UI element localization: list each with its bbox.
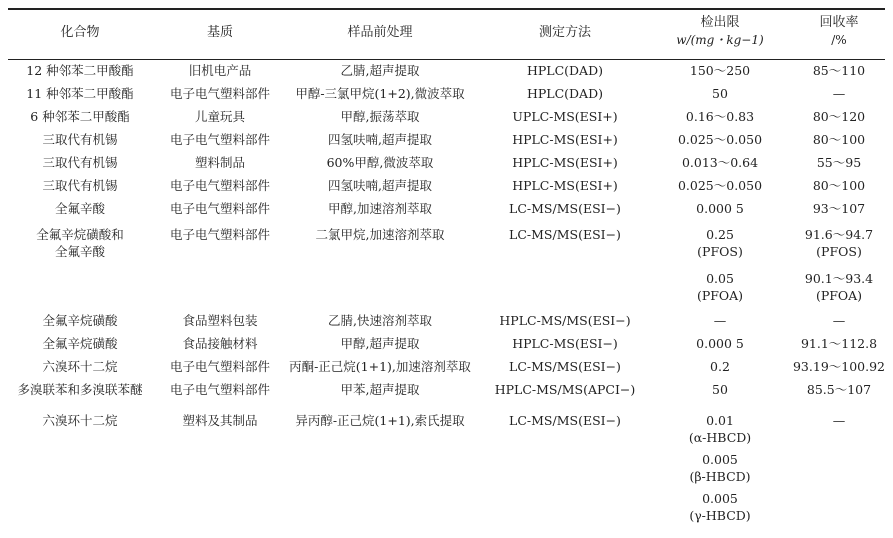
cell-recovery: 91.6～94.7 bbox=[804, 227, 874, 242]
cell-matrix: 塑料制品 bbox=[194, 155, 245, 170]
cell-recovery: 93.19～100.92 bbox=[792, 359, 886, 374]
cell-lod: (γ-HBCD) bbox=[689, 508, 751, 523]
cell-compound: 多溴联苯和多溴联苯醚 bbox=[17, 382, 143, 397]
cell-recovery: 80～100 bbox=[812, 178, 866, 193]
cell-matrix: 电子电气塑料部件 bbox=[169, 227, 270, 242]
header-recovery: 回收率 bbox=[819, 15, 859, 30]
cell-recovery: 93～107 bbox=[812, 201, 866, 216]
cell-matrix: 塑料及其制品 bbox=[182, 413, 258, 428]
cell-pretreatment: 二氯甲烷,加速溶剂萃取 bbox=[315, 227, 445, 242]
cell-method: UPLC-MS(ESI+) bbox=[512, 109, 618, 124]
cell-recovery: 91.1～112.8 bbox=[800, 336, 878, 351]
cell-recovery: 80～120 bbox=[812, 109, 866, 124]
cell-lod: 0.2 bbox=[710, 359, 730, 374]
cell-matrix: 电子电气塑料部件 bbox=[169, 359, 270, 374]
cell-method: HPLC(DAD) bbox=[526, 86, 603, 101]
cell-method: HPLC-MS(ESI+) bbox=[512, 155, 618, 170]
cell-pretreatment: 甲苯,超声提取 bbox=[340, 382, 420, 397]
cell-lod: 0.05 bbox=[706, 271, 734, 286]
cell-lod: 0.025～0.050 bbox=[677, 178, 763, 193]
cell-compound: 6 种邻苯二甲酸酯 bbox=[30, 109, 130, 124]
cell-method: HPLC(DAD) bbox=[526, 63, 603, 78]
cell-pretreatment: 60%甲醇,微波萃取 bbox=[326, 155, 434, 170]
cell-recovery: 80～100 bbox=[812, 132, 866, 147]
cell-method: LC-MS/MS(ESI−) bbox=[509, 227, 621, 242]
cell-compound: 全氟辛酸 bbox=[54, 244, 105, 259]
cell-matrix: 食品塑料包装 bbox=[182, 313, 258, 328]
cell-pretreatment: 甲醇,超声提取 bbox=[340, 336, 420, 351]
cell-method: LC-MS/MS(ESI−) bbox=[509, 413, 621, 428]
cell-lod: (α-HBCD) bbox=[688, 430, 752, 445]
cell-recovery: — bbox=[832, 413, 846, 428]
cell-method: LC-MS/MS(ESI−) bbox=[509, 201, 621, 216]
cell-recovery: 90.1～93.4 bbox=[804, 271, 874, 286]
cell-recovery: 85～110 bbox=[812, 63, 866, 78]
cell-compound: 六溴环十二烷 bbox=[42, 359, 118, 374]
cell-pretreatment: 甲醇,加速溶剂萃取 bbox=[328, 201, 432, 216]
cell-lod: 0.025～0.050 bbox=[677, 132, 763, 147]
cell-compound: 三取代有机锡 bbox=[42, 178, 118, 193]
cell-lod: 0.01 bbox=[706, 413, 734, 428]
cell-lod: 0.16～0.83 bbox=[685, 109, 755, 124]
top-rule bbox=[8, 8, 885, 10]
header-matrix: 基质 bbox=[206, 25, 233, 40]
cell-lod: (β-HBCD) bbox=[689, 469, 751, 484]
cell-compound: 三取代有机锡 bbox=[42, 155, 118, 170]
header-lod-unit: w/(mg・kg−1) bbox=[676, 33, 764, 47]
cell-compound: 12 种邻苯二甲酸酯 bbox=[26, 63, 134, 78]
cell-matrix: 食品接触材料 bbox=[182, 336, 258, 351]
cell-recovery: 85.5～107 bbox=[806, 382, 872, 397]
cell-recovery: 55～95 bbox=[816, 155, 862, 170]
cell-pretreatment: 甲醇,振荡萃取 bbox=[340, 109, 420, 124]
cell-pretreatment: 甲醇-三氯甲烷(1+2),微波萃取 bbox=[295, 86, 465, 101]
cell-compound: 全氟辛烷磺酸 bbox=[42, 336, 118, 351]
cell-lod: 0.000 5 bbox=[696, 336, 744, 351]
cell-lod: 0.013～0.64 bbox=[681, 155, 759, 170]
cell-method: HPLC-MS(ESI+) bbox=[512, 178, 618, 193]
cell-lod: (PFOS) bbox=[697, 244, 743, 259]
cell-method: HPLC-MS(ESI−) bbox=[512, 336, 618, 351]
header-pretreatment: 样品前处理 bbox=[347, 25, 413, 40]
cell-pretreatment: 四氢呋喃,超声提取 bbox=[328, 178, 432, 193]
cell-matrix: 电子电气塑料部件 bbox=[169, 132, 270, 147]
cell-lod: 0.005 bbox=[702, 452, 738, 467]
cell-recovery: (PFOS) bbox=[816, 244, 862, 259]
header-rule bbox=[8, 59, 885, 60]
cell-matrix: 电子电气塑料部件 bbox=[169, 382, 270, 397]
header-method: 测定方法 bbox=[538, 25, 591, 40]
cell-pretreatment: 异丙醇-正己烷(1+1),索氏提取 bbox=[295, 413, 465, 428]
cell-compound: 全氟辛烷磺酸和 bbox=[36, 227, 124, 242]
header-lod: 检出限 bbox=[700, 15, 740, 30]
cell-recovery: (PFOA) bbox=[815, 288, 863, 303]
cell-method: HPLC-MS/MS(APCI−) bbox=[494, 382, 636, 397]
cell-recovery: — bbox=[832, 313, 846, 328]
cell-compound: 全氟辛酸 bbox=[54, 201, 105, 216]
cell-lod: 0.25 bbox=[706, 227, 734, 242]
cell-compound: 11 种邻苯二甲酸酯 bbox=[26, 86, 134, 101]
cell-method: LC-MS/MS(ESI−) bbox=[509, 359, 621, 374]
cell-compound: 三取代有机锡 bbox=[42, 132, 118, 147]
cell-method: HPLC-MS(ESI+) bbox=[512, 132, 618, 147]
cell-pretreatment: 乙腈,快速溶剂萃取 bbox=[328, 313, 432, 328]
cell-lod: 0.005 bbox=[702, 491, 738, 506]
header-recovery-unit: /% bbox=[831, 33, 847, 47]
cell-matrix: 电子电气塑料部件 bbox=[169, 201, 270, 216]
cell-lod: (PFOA) bbox=[696, 288, 744, 303]
cell-matrix: 电子电气塑料部件 bbox=[169, 178, 270, 193]
cell-method: HPLC-MS/MS(ESI−) bbox=[499, 313, 631, 328]
header-compound: 化合物 bbox=[60, 25, 100, 40]
cell-lod: 50 bbox=[712, 86, 728, 101]
cell-compound: 六溴环十二烷 bbox=[42, 413, 118, 428]
cell-lod: 150～250 bbox=[689, 63, 751, 78]
cell-pretreatment: 乙腈,超声提取 bbox=[340, 63, 420, 78]
cell-matrix: 旧机电产品 bbox=[188, 63, 252, 78]
cell-matrix: 电子电气塑料部件 bbox=[169, 86, 270, 101]
cell-pretreatment: 丙酮-正己烷(1+1),加速溶剂萃取 bbox=[289, 359, 471, 374]
cell-pretreatment: 四氢呋喃,超声提取 bbox=[328, 132, 432, 147]
cell-compound: 全氟辛烷磺酸 bbox=[42, 313, 118, 328]
cell-lod: 0.000 5 bbox=[696, 201, 744, 216]
cell-recovery: — bbox=[832, 86, 846, 101]
cell-lod: 50 bbox=[712, 382, 728, 397]
cell-matrix: 儿童玩具 bbox=[194, 109, 245, 124]
cell-lod: — bbox=[713, 313, 727, 328]
